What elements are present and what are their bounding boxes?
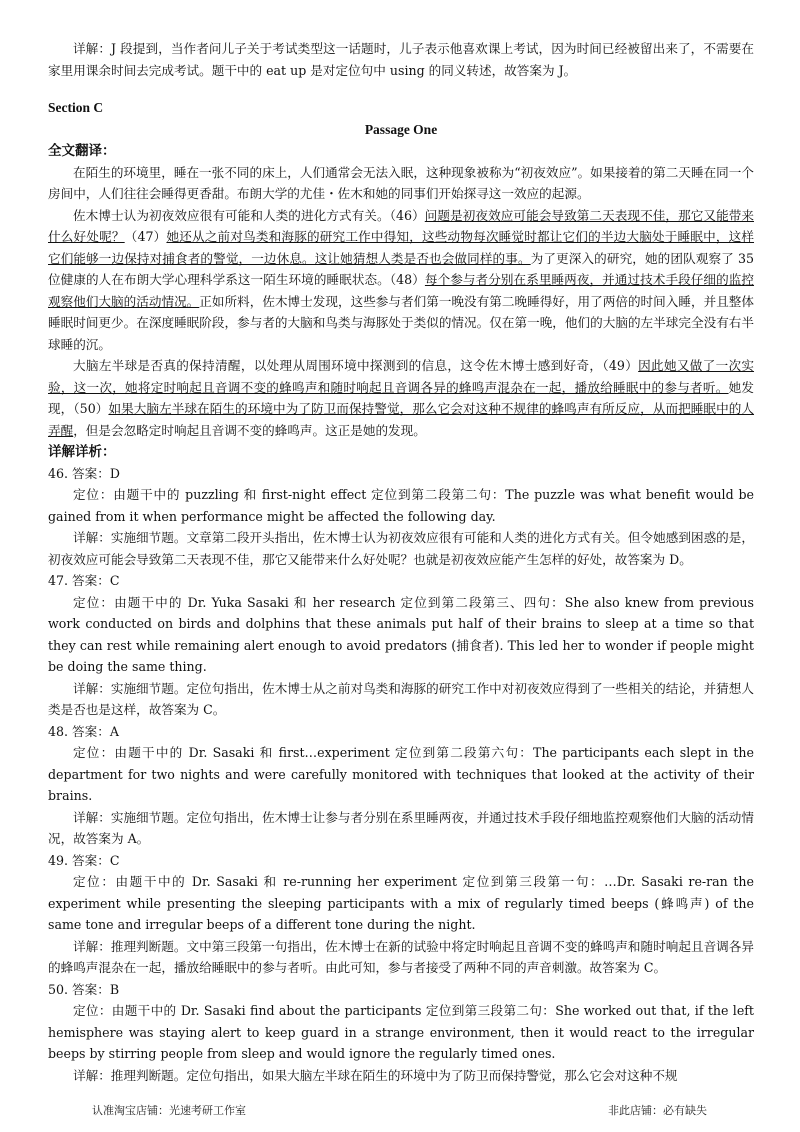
- para2-text-g: 正如所料，佐木博士发现，这些参与者们第一晚没有第二晚睡得好，用了两倍的时间入睡，并且整体睡眠时间更少。在深度睡眠阶段，参与者的大脑和鸟类与海豚处于类似的情况。仅在第一晚，他们的大脑的左半球完全没有右半球睡的沉。: [48, 293, 755, 352]
- underline-48: 每个参与者分别在系里睡两夜，并通过技术手段仔细的监控观察他们大脑的活动情况。: [48, 272, 755, 309]
- q47-location: 定位：由题干中的 Dr. Yuka Sasaki 和 her research 定位到第二段第三、四句：She also knew from previous work conducted on birds and dolphins that these animals put half of their brains to sleep at a time so that they can rest while remaining alert enough to avoid predators (捕食者). This led her to wonder if people might be doing the same thing.: [48, 594, 754, 674]
- q47-answer: 47. 答案：C: [48, 573, 120, 588]
- q46-location: 定位：由题干中的 puzzling 和 first-night effect 定位到第二段第二句：The puzzle was what benefit would be gained from it when performance might be affected the following day.: [48, 487, 754, 524]
- q49-explanation: 详解：推理判断题。文中第三段第一句指出，佐木博士在新的试验中将定时响起且音调不变的蜂鸣声和随时响起且音调各异的蜂鸣声混杂在一起，播放给睡眠中的参与者听。由此可知，参与者接受了两种不同的声音刺激。故答案为 C。: [48, 938, 754, 975]
- underline-47: 她还从之前对鸟类和海豚的研究工作中得知，这些动物每次睡觉时都让它们的半边大脑处于睡眠中，这样它们能够一边保持对捕食者的警觉，一边休息。这让她猜想人类是否也会做同样的事。: [48, 229, 755, 266]
- para3-text-e: ，但是会忽略定时响起且音调不变的蜂鸣声。这正是她的发现。: [73, 422, 426, 438]
- translation-paragraph-1: 在陌生的环境里，睡在一张不同的床上，人们通常会无法入眠，这种现象被称为“初夜效应”。如果接着的第二天睡在同一个房间中，人们往往会睡得更香甜。布朗大学的尤佳・佐木和她的同事们开始探寻这一效应的起源。: [48, 164, 754, 201]
- q46-explanation: 详解：实施细节题。文章第二段开头指出，佐木博士认为初夜效应很有可能和人类的进化方式有关。但令她感到困惑的是，初夜效应可能会导致第二天表现不佳，那它又能带来什么好处呢？也就是初夜效应能产生怎样的好处，故答案为 D。: [48, 530, 754, 567]
- underline-46: 问题是初夜效应可能会导致第二天表现不佳，那它又能带来什么好处呢？: [48, 207, 754, 244]
- para2-text-c: （47）: [124, 229, 167, 244]
- analysis-heading: 详解详析：: [48, 444, 116, 459]
- q48-answer: 48. 答案：A: [48, 723, 119, 739]
- underline-50: 如果大脑左半球在陌生的环境中为了防卫而保持警觉，那么它会对这种不规律的蜂鸣声有所反应，从而把睡眠中的人弄醒: [48, 401, 755, 438]
- para3-text-c: 她发现，（50）: [48, 379, 755, 416]
- q50-answer: 50. 答案：B: [48, 981, 120, 997]
- q48-explanation: 详解：实施细节题。定位句指出，佐木博士让参与者分别在系里睡两夜，并通过技术手段仔细地监控观察他们大脑的活动情况，故答案为 A。: [48, 809, 754, 846]
- q47-explanation: 详解：实施细节题。定位句指出，佐木博士从之前对鸟类和海豚的研究工作中对初夜效应得到了一些相关的结论，并猜想人类是否也是这样，故答案为 C。: [48, 680, 754, 717]
- q48-location: 定位：由题干中的 Dr. Sasaki 和 first…experiment 定位到第二段第六句：The participants each slept in the department for two nights and were carefully monitored with techniques that looked at the activity of their brains.: [48, 745, 754, 803]
- underline-49: 因此她又做了一次实验，这一次，她将定时响起且音调不变的蜂鸣声和随时响起且音调各异的蜂鸣声混杂在一起，播放给睡眠中的参与者听。: [48, 358, 755, 395]
- q46-answer: 46. 答案：D: [48, 465, 120, 481]
- q49-location: 定位：由题干中的 Dr. Sasaki 和 re-running her experiment 定位到第三段第一句：…Dr. Sasaki re-ran the experiment while presenting the sleeping participants with a mix of regularly timed beeps (蜂鸣声) of the same tone and irregular beeps of a different tone during the night.: [48, 874, 754, 932]
- translation-heading: 全文翻译：: [48, 143, 116, 158]
- document-page: [48, 38, 754, 1086]
- intro-paragraph: 详解：J 段提到，当作者问儿子关于考试类型这一话题时，儿子表示他喜欢课上考试，因为时间已经被留出来了，不需要在家里用课余时间去完成考试。题干中的 eat up 是对定位句中 using 的同义转述，故答案为 J。: [48, 41, 754, 78]
- translation-paragraph-2: [48, 205, 754, 356]
- q50-location: 定位：由题干中的 Dr. Sasaki find about the participants 定位到第三段第二句：She worked out that, if the left hemisphere was staying alert to keep guard in a strange environment, then it would react to the irregular beeps by stirring people from sleep and would ignore the regularly timed ones.: [48, 1003, 754, 1061]
- section-title: Section C: [48, 100, 104, 115]
- passage-title: Passage One: [364, 121, 438, 137]
- para2-text-a: 佐木博士认为初夜效应很有可能和人类的进化方式有关。（46）: [73, 207, 425, 223]
- q50-explanation: 详解：推理判断题。定位句指出，如果大脑左半球在陌生的环境中为了防卫而保持警觉，那么它会对这种不规: [73, 1067, 678, 1083]
- footer-left: 认准淘宝店铺：光速考研工作室: [92, 1104, 246, 1117]
- footer-right: 非此店铺：必有缺失: [608, 1104, 707, 1117]
- para2-text-e: 为了更深入的研究，她的团队观察了 35 位健康的人在布朗大学心理科学系这一陌生环境的睡眠状态。（48）: [48, 250, 755, 287]
- para3-text-a: 大脑左半球是否真的保持清醒，以处理从周围环境中探测到的信息，这令佐木博士感到好奇，（49）: [73, 358, 639, 373]
- translation-paragraph-3: [48, 355, 754, 441]
- q49-answer: 49. 答案：C: [48, 852, 120, 868]
